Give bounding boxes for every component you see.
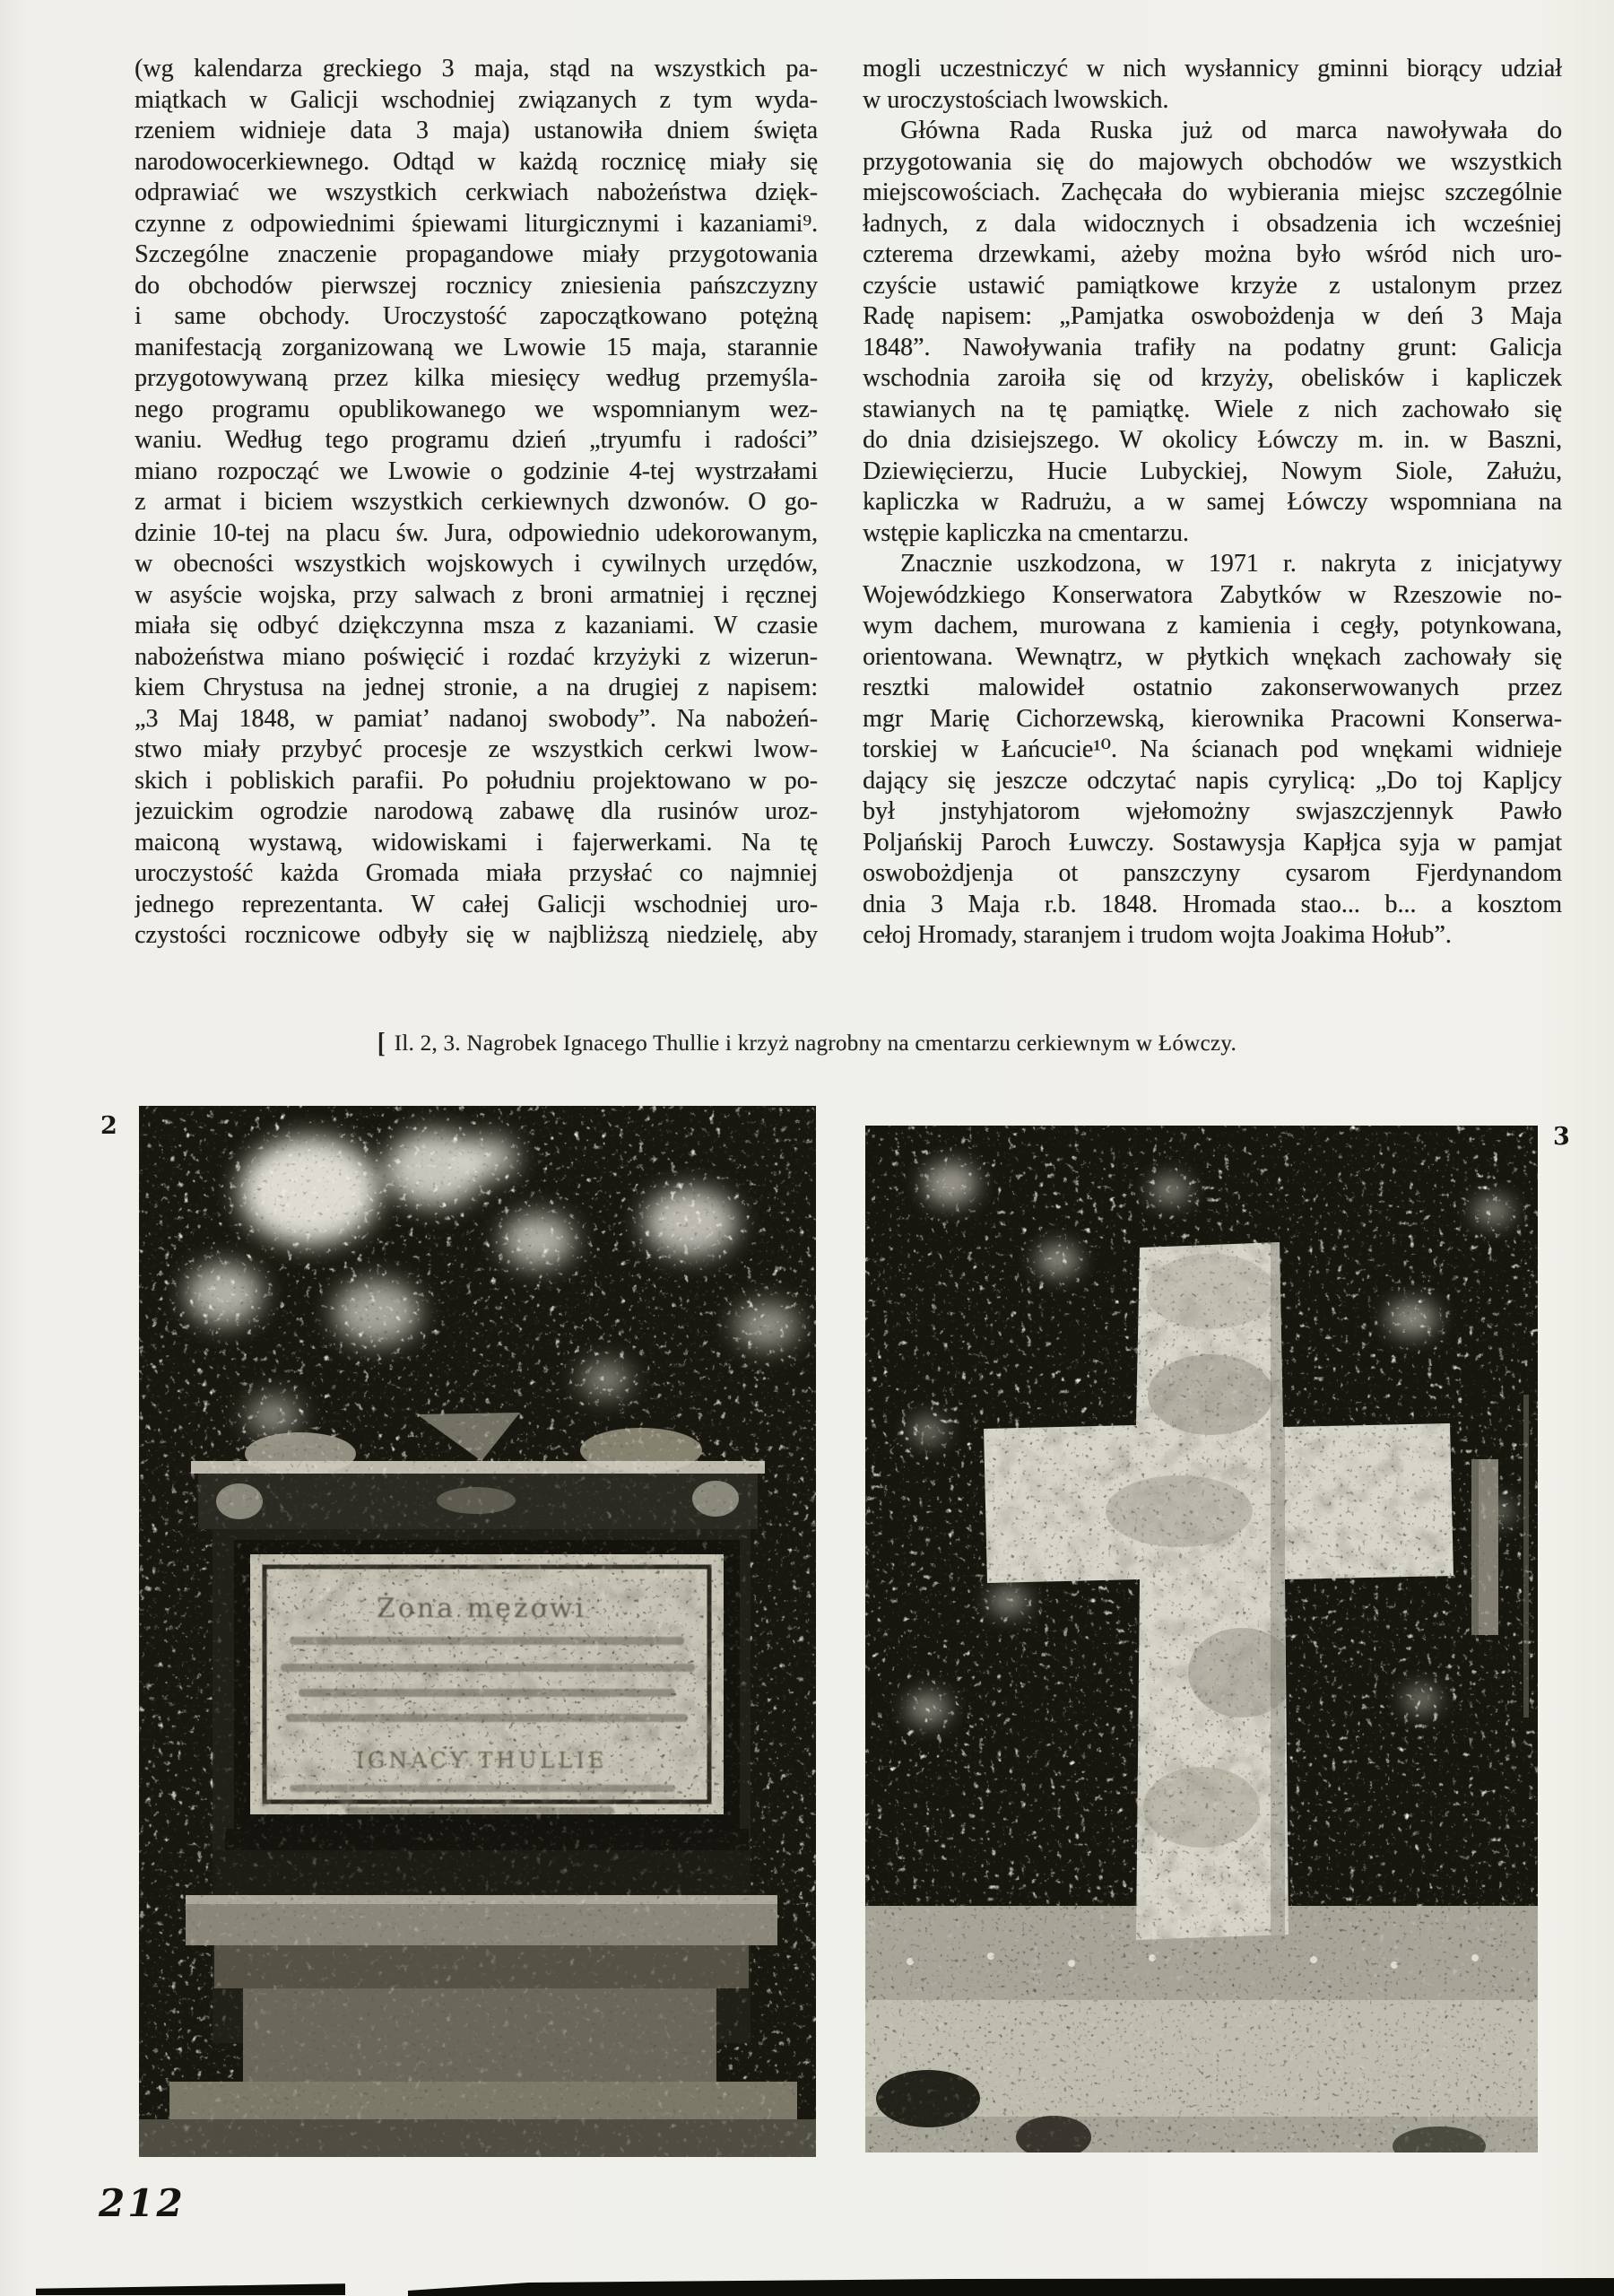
caption-text: Il. 2, 3. Nagrobek Ignacego Thullie i krzyż nagrobny na cmentarzu cerkiewnym w Łówczy. (394, 1031, 1237, 1056)
text-line: miano rozpocząć we Lwowie o godzinie 4-tej wystrzałami (134, 457, 818, 485)
text-column-right (863, 54, 1562, 952)
text-line: czynne z odpowiednimi śpiewami liturgicznymi i kazaniami⁹. (134, 209, 818, 238)
tombstone-photo-art (139, 1106, 816, 2157)
text-line: dnia 3 Maja r.b. 1848. Hromada stao... b... a kosztom (863, 890, 1562, 918)
text-line: mogli uczestniczyć w nich wysłannicy gminni biorący udział (863, 55, 1562, 83)
text-line: jezuickim ogrodzie narodową zabawę dla rusinów uroz- (134, 797, 818, 825)
text-line: cełoj Hromady, staranjem i trudom wojta Joakima Hołub”. (863, 921, 1452, 949)
text-line: torskiej w Łańcucie¹⁰. Na ścianach pod wnękami widnieje (863, 735, 1562, 763)
text-line: rzeniem widnieje data 3 maja) ustanowiła dniem święta (134, 117, 818, 144)
text-line: przygotowywaną przez kilka miesięcy według przemyśla- (134, 364, 818, 392)
text-line: stwo miały przybyć procesje ze wszystkich cerkwi lwow- (134, 735, 818, 763)
text-line: miątkach w Galicji wschodniej związanych z tym wyda- (134, 85, 818, 114)
page-number: 212 (99, 2181, 186, 2225)
text-line: ładnych, z dala widocznych i obsadzenia ich wcześniej (863, 209, 1562, 238)
text-line: skich i pobliskich parafii. Po południu projektowano w po- (134, 766, 818, 795)
text-line: do obchodów pierwszej rocznicy zniesienia pańszczyzny (134, 271, 818, 300)
figure-number-2: 2 (100, 1112, 117, 1140)
text-line: maiconą wystawą, widowiskami i fajerwerkami. Na tę (134, 828, 818, 857)
text-line: czyście ustawić pamiątkowe krzyże z ustalonym przez (863, 271, 1562, 300)
text-line: resztki malowideł ostatnio zakonserwowanych przez (863, 674, 1562, 701)
scan-artifact-bar-left (36, 2281, 345, 2295)
photo-grain-overlay (865, 1126, 1538, 2152)
text-line: przygotowania się do majowych obchodów we wszystkich (863, 147, 1562, 176)
text-line: miejscowościach. Zachęcała do wybierania miejsc szczególnie (863, 178, 1562, 206)
figure-number-3: 3 (1553, 1123, 1570, 1151)
text-line: był jnstyhjatorom wjełomożny swjaszczjennyk Pawło (863, 797, 1562, 825)
text-line: nego programu opublikowanego we wspomnianym wez- (134, 395, 818, 423)
text-line: w asyście wojska, przy salwach z broni armatniej i ręcznej (134, 580, 818, 609)
text-line: nabożeństwa miano poświęcić i rozdać krzyżyki z wizerun- (134, 642, 818, 671)
text-line: i same obchody. Uroczystość zapoczątkowano potężną (134, 302, 818, 330)
text-line: oswobożdjenja ot panszczyny cysarom Fjerdynandom (863, 859, 1562, 887)
text-line: czterema drzewkami, ażeby można było wśród nich uro- (863, 240, 1562, 268)
text-line: wym dachem, murowana z kamienia i cegły, potynkowana, (863, 612, 1562, 639)
text-line: w uroczystościach lwowskich. (863, 85, 1169, 114)
text-line: stawianych na tę pamiątkę. Wiele z nich zachowało się (863, 395, 1562, 423)
text-line: Znacznie uszkodzona, w 1971 r. nakryta z inicjatywy (900, 550, 1562, 578)
text-line: do dnia dzisiejszego. W okolicy Łówczy m. in. w Baszni, (863, 426, 1562, 454)
text-line: miała się odbyć dziękczynna msza z kazaniami. W czasie (134, 612, 818, 639)
photo-grain-overlay (139, 1106, 816, 2157)
text-line: Szczególne znaczenie propagandowe miały przygotowania (134, 240, 818, 268)
text-line: wstępie kapliczka na cmentarzu. (863, 518, 1189, 547)
figure-photo-tombstone (139, 1106, 816, 2157)
figure-caption (0, 1028, 1614, 1059)
figure-photo-cross (865, 1126, 1538, 2152)
text-line: (wg kalendarza greckiego 3 maja, stąd na wszystkich pa- (134, 55, 818, 83)
cross-photo-art (865, 1126, 1538, 2152)
text-line: mgr Marię Cichorzewską, kierownika Pracowni Konserwa- (863, 704, 1562, 733)
text-line: odprawiać we wszystkich cerkwiach nabożeństwa dzięk- (134, 178, 818, 206)
text-line: Główna Rada Ruska już od marca nawoływała do (900, 117, 1562, 144)
caption-bracket-mark: [ (377, 1028, 386, 1059)
text-line: w obecności wszystkich wojskowych i cywilnych urzędów, (134, 550, 818, 578)
text-line: z armat i biciem wszystkich cerkiewnych dzwonów. O go- (134, 488, 818, 516)
text-line: 1848”. Nawoływania trafiły na podatny grunt: Galicja (863, 333, 1562, 361)
text-line: waniu. Według tego programu dzień „tryumfu i radości” (134, 426, 818, 454)
text-line: dzinie 10-tej na placu św. Jura, odpowiednio udekorowanym, (134, 518, 818, 547)
text-line: manifestacją zorganizowaną we Lwowie 15 maja, starannie (134, 333, 818, 361)
text-line: Wojewódzkiego Konserwatora Zabytków w Rzeszowie no- (863, 580, 1562, 609)
text-line: Radę napisem: „Pamjatka oswobożdenja w deń 3 Maja (863, 302, 1562, 330)
text-line: orientowana. Wewnątrz, w płytkich wnękach zachowały się (863, 642, 1562, 671)
text-line: jednego reprezentanta. W całej Galicji wschodniej uro- (134, 890, 818, 918)
text-line: narodowocerkiewnego. Odtąd w każdą rocznicę miały się (134, 147, 818, 176)
text-line: kiem Chrystusa na jednej stronie, a na drugiej z napisem: (134, 674, 818, 701)
text-line: Poljańskij Paroch Łuwczy. Sostawysja Kapłjca syja w pamjat (863, 828, 1562, 857)
text-line: „3 Maj 1848, w pamiat’ nadanoj swobody”. Na nabożeń- (134, 704, 818, 733)
text-line: uroczystość każda Gromada miała przysłać co najmniej (134, 859, 818, 887)
text-line: czystości rocznicowe odbyły się w najbliższą niedzielę, aby (134, 921, 818, 949)
text-line: wschodnia zaroiła się od krzyży, obelisków i kapliczek (863, 364, 1562, 392)
text-line: dający się jeszcze odczytać napis cyrylicą: „Do toj Kapljcy (863, 766, 1562, 795)
text-line: Dziewięcierzu, Hucie Lubyckiej, Nowym Siole, Załużu, (863, 457, 1562, 485)
text-line: kapliczka w Radrużu, a w samej Łówczy wspomniana na (863, 488, 1562, 516)
scan-artifact-bar-right (408, 2278, 1614, 2296)
text-column-left (134, 54, 818, 952)
